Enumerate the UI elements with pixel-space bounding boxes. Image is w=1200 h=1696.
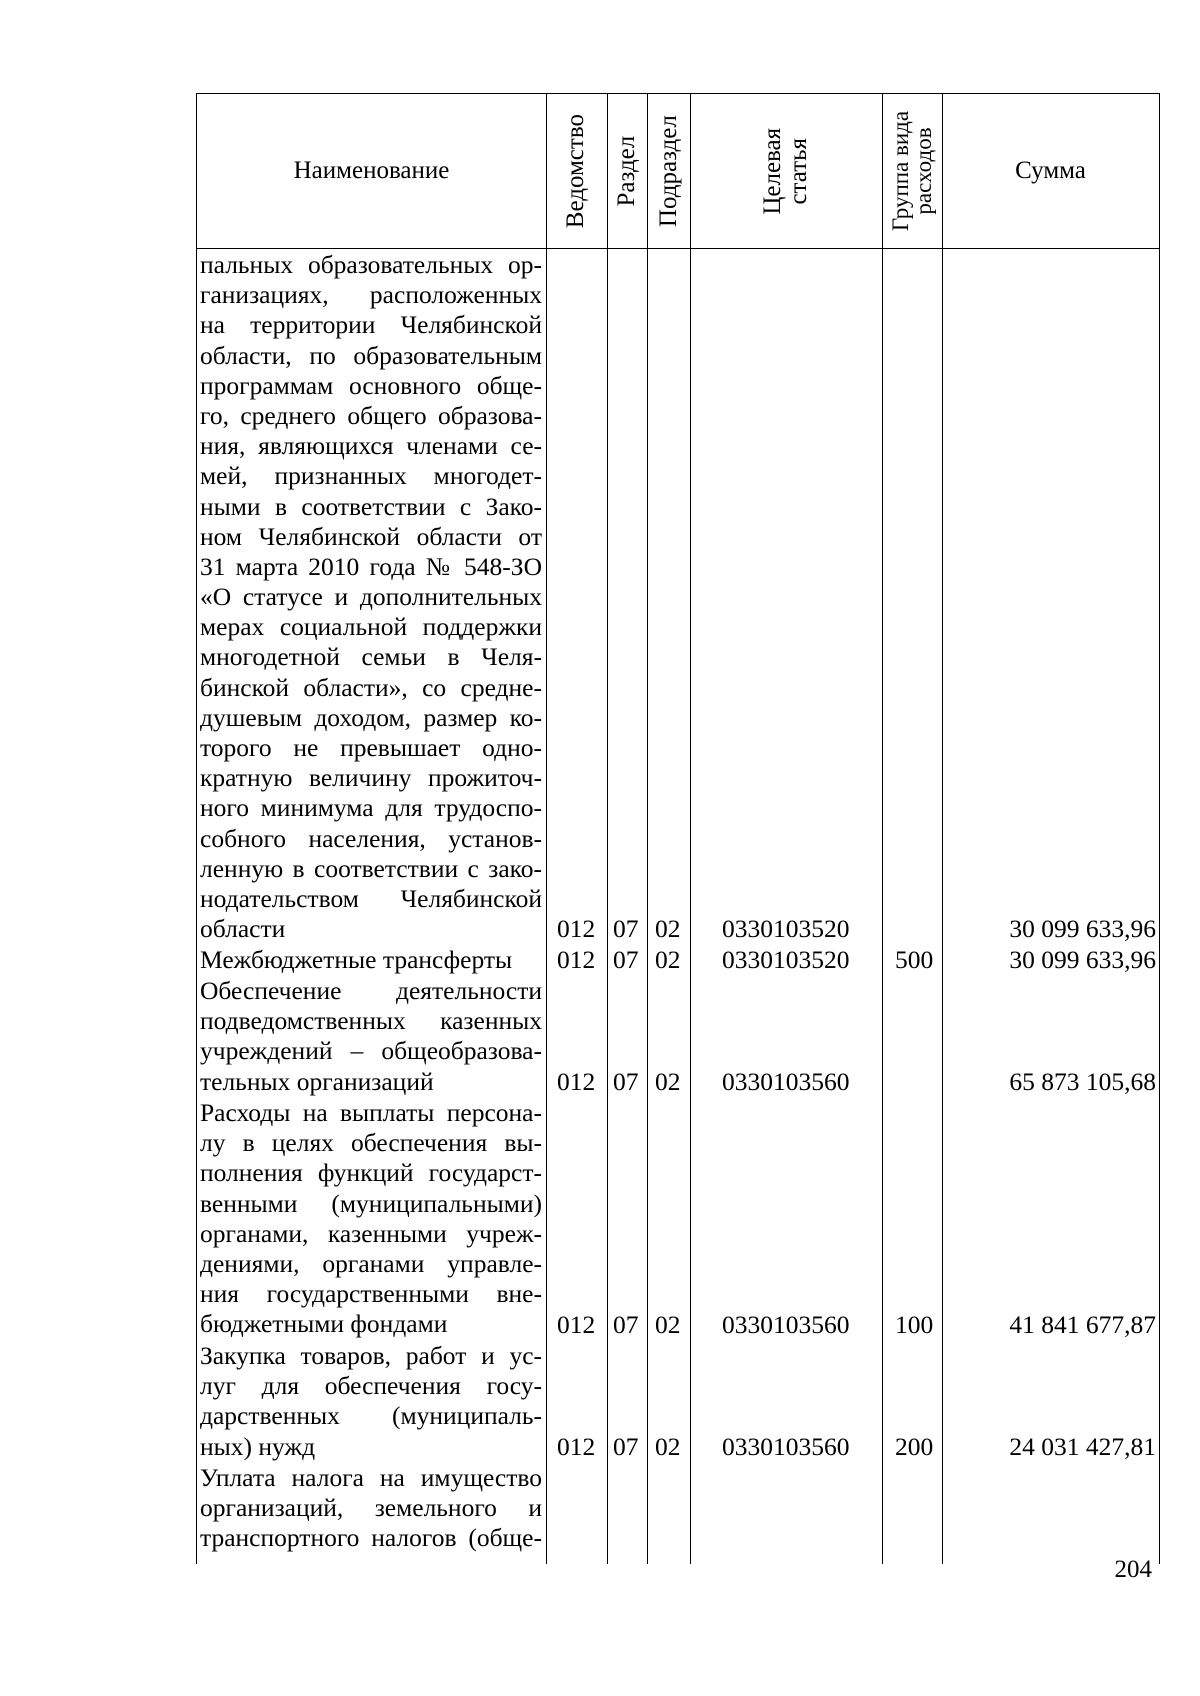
column-divider <box>882 94 883 1564</box>
budget-table <box>196 93 1160 1564</box>
table-row-name: Закупка товаров, работ и ус- луг для обеспечения госу- дарственных (муниципаль- ных) нужд <box>200 1341 542 1461</box>
cell-gruppa: 200 <box>895 1432 934 1461</box>
header-summa: Сумма <box>1015 156 1086 184</box>
cell-gruppa: 500 <box>895 945 934 974</box>
cell-podrazdel: 02 <box>655 1432 681 1461</box>
table-row-name: Обеспечение деятельности подведомственных казенных учреждений – общеобразова- тельных организаций <box>200 976 542 1096</box>
header-name: Наименование <box>293 156 450 184</box>
cell-podrazdel: 02 <box>655 914 681 943</box>
cell-vedomstvo: 012 <box>557 1432 596 1461</box>
cell-summa: 24 031 427,81 <box>1009 1432 1156 1461</box>
cell-vedomstvo: 012 <box>557 914 596 943</box>
cell-summa: 30 099 633,96 <box>1009 914 1156 943</box>
cell-razdel: 07 <box>613 945 639 974</box>
column-divider <box>607 94 608 1564</box>
column-divider <box>647 94 648 1564</box>
cell-vedomstvo: 012 <box>557 945 596 974</box>
table-row-name: пальных образовательных ор- ганизациях, расположенных на территории Челябинской области, по образовательным программам основного обще- го, среднего общего образова- ния, являющихся членами се- мей, признанных многодет- ными в соответствии с Зако- ном Челябинской области от 31 марта 2010 года № 548-ЗО «О статусе и дополнительных мерах социальной поддержки многодетной семьи в Челя- бинской области», со средне- душевым доходом, размер ко- торого не превышает одно- кратную величину прожиточ- ного минимума для трудоспо- собного населения, установ- ленную в соответствии с зако- нодательством Челябинской области <box>200 250 542 944</box>
cell-razdel: 07 <box>613 1067 639 1096</box>
header-gruppa-vida-raskhodov: Группа вида расходов <box>888 110 937 232</box>
cell-podrazdel: 02 <box>655 1067 681 1096</box>
cell-summa: 30 099 633,96 <box>1009 945 1156 974</box>
cell-summa: 65 873 105,68 <box>1009 1067 1156 1096</box>
column-divider <box>690 94 691 1564</box>
cell-summa: 41 841 677,87 <box>1009 1310 1156 1339</box>
table-row-name: Межбюджетные трансферты <box>200 945 513 974</box>
cell-celevaya: 0330103520 <box>722 945 850 974</box>
column-divider <box>942 94 943 1564</box>
cell-vedomstvo: 012 <box>557 1310 596 1339</box>
cell-razdel: 07 <box>613 914 639 943</box>
header-divider <box>197 248 1159 249</box>
cell-razdel: 07 <box>613 1432 639 1461</box>
cell-celevaya: 0330103560 <box>722 1067 850 1096</box>
cell-podrazdel: 02 <box>655 1310 681 1339</box>
cell-podrazdel: 02 <box>655 945 681 974</box>
cell-celevaya: 0330103560 <box>722 1310 850 1339</box>
table-row-name: Расходы на выплаты персона- лу в целях обеспечения вы- полнения функций государст- венными (муниципальными) органами, казенными учреж- дениями, органами управле- ния государственными вне- бюджетными фондами <box>200 1098 542 1339</box>
table-row-name: Уплата налога на имущество организаций, земельного и транспортного налогов (обще- <box>200 1463 542 1553</box>
header-razdel: Раздел <box>612 135 640 207</box>
header-podrazdel: Подраздел <box>654 115 682 227</box>
column-divider <box>546 94 547 1564</box>
cell-vedomstvo: 012 <box>557 1067 596 1096</box>
header-vedomstvo: Ведомство <box>562 113 590 229</box>
cell-gruppa: 100 <box>895 1310 934 1339</box>
page-number: 204 <box>1114 1556 1152 1583</box>
header-celevaya-statya: Целевая статья <box>758 127 812 215</box>
cell-celevaya: 0330103560 <box>722 1432 850 1461</box>
cell-celevaya: 0330103520 <box>722 914 850 943</box>
cell-razdel: 07 <box>613 1310 639 1339</box>
